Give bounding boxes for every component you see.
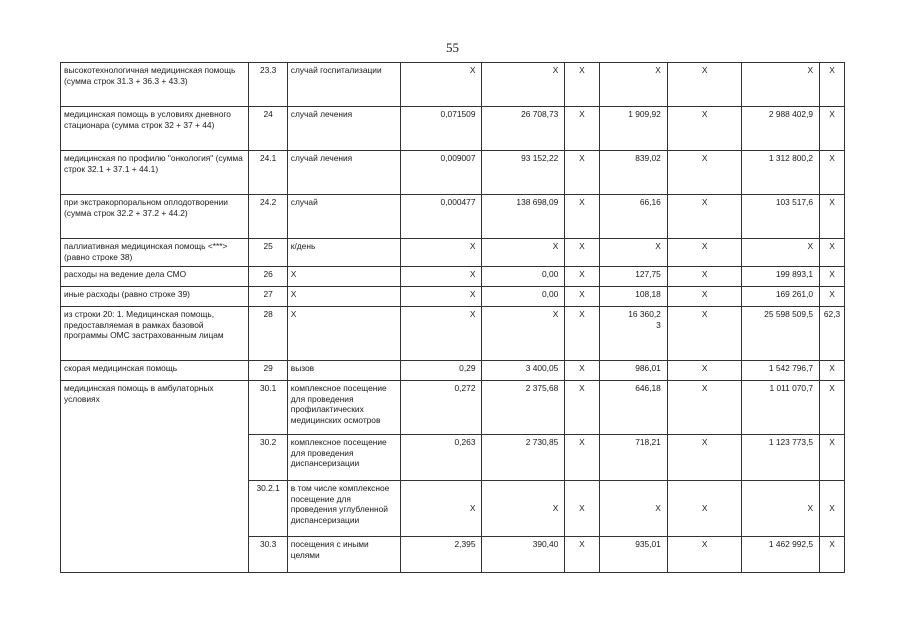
table-row [61,239,845,267]
row-unit: случай лечения [287,107,400,151]
row-volume: X [400,287,482,307]
row-share: X [820,381,845,435]
table-row [61,381,845,435]
table-row [61,107,845,151]
funding-table [60,62,845,573]
row-col8: X [667,151,742,195]
row-name: медицинская помощь в условиях дневного стационара (сумма строк 32 + 37 + 44) [61,107,249,151]
row-name: высокотехнологичная медицинская помощь (сумма строк 31.3 + 36.3 + 43.3) [61,63,249,107]
row-amount: 1 123 773,5 [742,435,820,481]
row-volume: 0,071509 [400,107,482,151]
row-amount: 25 598 509,5 [742,307,820,361]
row-volume: 2,395 [400,537,482,573]
row-col6: X [565,361,599,381]
row-col8: X [667,107,742,151]
row-unit: к/день [287,239,400,267]
row-amount: 1 462 992,5 [742,537,820,573]
row-name: медицинская по профилю "онкология" (сумма строк 32.1 + 37.1 + 44.1) [61,151,249,195]
row-unit-cost: X [482,307,565,361]
row-col6: X [565,287,599,307]
row-unit: X [287,307,400,361]
row-share: X [820,361,845,381]
row-col6: X [565,267,599,287]
row-col6: X [565,481,599,537]
row-line-number: 27 [249,287,287,307]
row-col6: X [565,63,599,107]
row-share: X [820,287,845,307]
row-name: паллиативная медицинская помощь <***> (равно строке 38) [61,239,249,267]
row-per-capita: 108,18 [599,287,667,307]
row-share: X [820,239,845,267]
row-amount: X [742,481,820,537]
row-col8: X [667,537,742,573]
row-unit-cost: 0,00 [482,287,565,307]
row-share: 62,3 [820,307,845,361]
row-unit: случай госпитализации [287,63,400,107]
row-line-number: 23.3 [249,63,287,107]
row-per-capita: 986,01 [599,361,667,381]
row-amount: 103 517,6 [742,195,820,239]
row-amount: 1 312 800,2 [742,151,820,195]
row-per-capita: 935,01 [599,537,667,573]
row-share: X [820,151,845,195]
row-amount: 1 542 796,7 [742,361,820,381]
row-share: X [820,267,845,287]
row-amount: X [742,239,820,267]
row-name: при экстракорпоральном оплодотворении (сумма строк 32.2 + 37.2 + 44.2) [61,195,249,239]
row-line-number: 24 [249,107,287,151]
row-col8: X [667,307,742,361]
table-row [61,151,845,195]
row-col6: X [565,151,599,195]
row-share: X [820,435,845,481]
row-volume: 0,009007 [400,151,482,195]
row-col8: X [667,267,742,287]
row-col6: X [565,195,599,239]
row-line-number: 26 [249,267,287,287]
row-name: скорая медицинская помощь [61,361,249,381]
table-row [61,307,845,361]
page-number: 55 [446,40,459,55]
row-line-number: 29 [249,361,287,381]
row-col6: X [565,381,599,435]
row-unit-cost: 26 708,73 [482,107,565,151]
row-col8: X [667,361,742,381]
table-row [61,287,845,307]
table-row [61,63,845,107]
row-per-capita: X [599,239,667,267]
row-line-number: 30.2 [249,435,287,481]
table-row [61,361,845,381]
row-line-number: 28 [249,307,287,361]
row-volume: 0,000477 [400,195,482,239]
row-unit: посещения с иными целями [287,537,400,573]
row-unit-cost: 2 730,85 [482,435,565,481]
row-unit-cost: 138 698,09 [482,195,565,239]
row-volume: X [400,481,482,537]
row-amount: 199 893,1 [742,267,820,287]
row-col6: X [565,307,599,361]
table-row [61,195,845,239]
row-amount: 169 261,0 [742,287,820,307]
row-name: из строки 20: 1. Медицинская помощь, предоставляемая в рамках базовой программы ОМС застрахованным лицам [61,307,249,361]
row-col6: X [565,107,599,151]
row-unit: случай лечения [287,151,400,195]
row-per-capita: X [599,481,667,537]
row-unit-cost: X [482,239,565,267]
row-unit-cost: X [482,63,565,107]
row-volume: X [400,63,482,107]
row-col6: X [565,537,599,573]
row-line-number: 30.2.1 [249,481,287,537]
row-line-number: 25 [249,239,287,267]
row-amount: 2 988 402,9 [742,107,820,151]
row-per-capita: 646,18 [599,381,667,435]
row-volume: 0,263 [400,435,482,481]
row-unit-cost: 93 152,22 [482,151,565,195]
row-unit-cost: X [482,481,565,537]
row-per-capita: 16 360,2 3 [599,307,667,361]
row-volume: X [400,307,482,361]
row-col8: X [667,287,742,307]
row-name: расходы на ведение дела СМО [61,267,249,287]
row-volume: 0,272 [400,381,482,435]
row-col8: X [667,381,742,435]
row-col8: X [667,239,742,267]
row-unit-cost: 2 375,68 [482,381,565,435]
table-row [61,267,845,287]
row-per-capita: X [599,63,667,107]
row-unit: X [287,267,400,287]
row-amount: X [742,63,820,107]
row-col8: X [667,481,742,537]
row-unit-cost: 390,40 [482,537,565,573]
row-per-capita: 66,16 [599,195,667,239]
row-name: иные расходы (равно строке 39) [61,287,249,307]
row-unit: случай [287,195,400,239]
row-col6: X [565,435,599,481]
row-line-number: 30.1 [249,381,287,435]
row-per-capita: 127,75 [599,267,667,287]
row-share: X [820,107,845,151]
row-share: X [820,537,845,573]
row-per-capita: 1 909,92 [599,107,667,151]
row-col6: X [565,239,599,267]
row-share: X [820,195,845,239]
row-unit: X [287,287,400,307]
row-unit-cost: 0,00 [482,267,565,287]
row-line-number: 24.1 [249,151,287,195]
row-line-number: 30.3 [249,537,287,573]
row-unit: комплексное посещение для проведения профилактических медицинских осмотров [287,381,400,435]
row-unit-cost: 3 400,05 [482,361,565,381]
row-share: X [820,63,845,107]
row-per-capita: 839,02 [599,151,667,195]
row-per-capita: 718,21 [599,435,667,481]
row-unit: в том числе комплексное посещение для проведения углубленной диспансеризации [287,481,400,537]
row-unit: вызов [287,361,400,381]
row-col8: X [667,63,742,107]
row-volume: X [400,239,482,267]
row-volume: X [400,267,482,287]
row-volume: 0,29 [400,361,482,381]
table-body [61,63,845,573]
row-line-number: 24.2 [249,195,287,239]
row-name: медицинская помощь в амбулаторных условиях [61,381,249,573]
row-share: X [820,481,845,537]
row-amount: 1 011 070,7 [742,381,820,435]
row-unit: комплексное посещение для проведения диспансеризации [287,435,400,481]
row-col8: X [667,435,742,481]
row-col8: X [667,195,742,239]
